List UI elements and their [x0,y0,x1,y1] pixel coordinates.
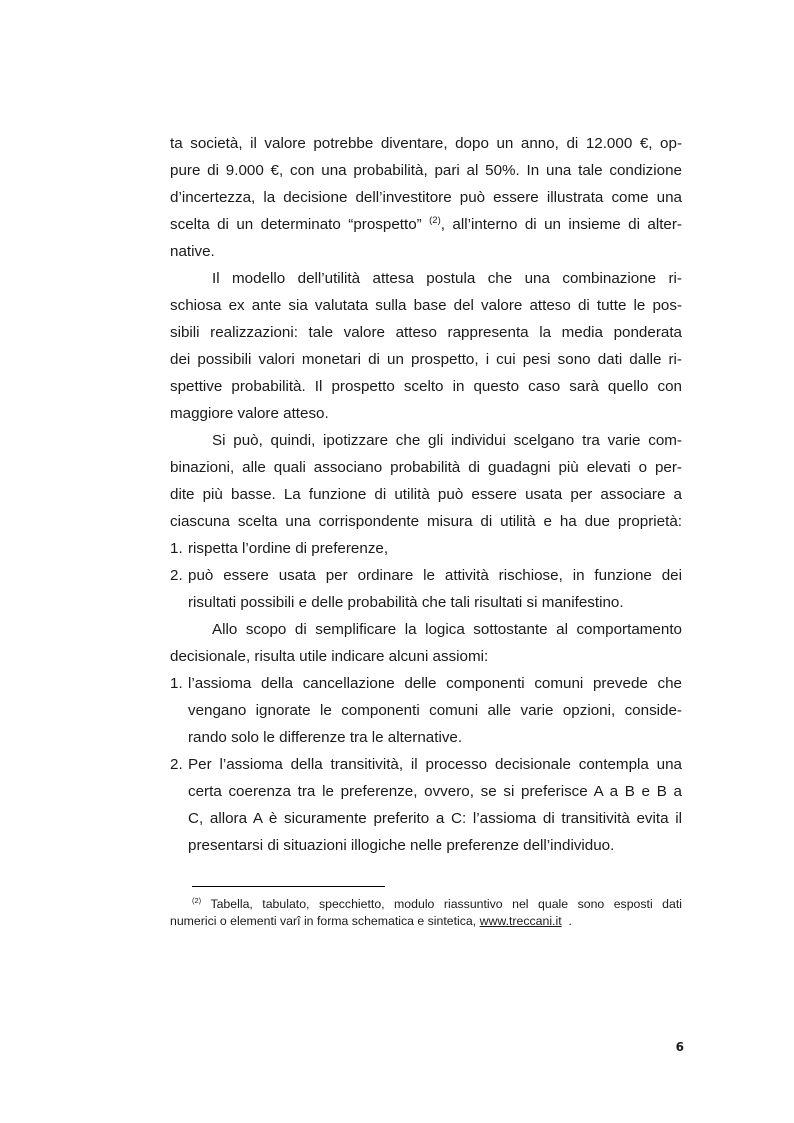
list-item-line: Per l’assioma della transitività, il processo decisionale contempla una [188,756,682,773]
footnote-line [170,913,682,929]
footnote-marker: (2) [192,895,202,905]
footnote-line [170,896,682,912]
list-item-line: risultati possibili e delle probabilità che tali risultati si manifestino. [188,594,624,611]
paragraph-line: ta società, il valore potrebbe diventare, dopo un anno, di 12.000 €, op- [170,135,682,152]
list-item-line: vengano ignorate le componenti comuni alle varie opzioni, conside- [188,702,682,719]
list-item-line: presentarsi di situazioni illogiche nelle preferenze dell’individuo. [188,837,615,854]
list-item-line: l’assioma della cancellazione delle componenti comuni prevede che [188,675,682,692]
list-number: 1. [170,540,183,557]
paragraph-line: pure di 9.000 €, con una probabilità, pari al 50%. In una tale condizione [170,162,682,179]
footnote-divider [192,886,385,887]
paragraph-line: maggiore valore atteso. [170,405,329,422]
paragraph-line: Si può, quindi, ipotizzare che gli individui scelgano tra varie com- [212,432,682,449]
paragraph-line: sibili realizzazioni: tale valore atteso rappresenta la media ponderata [170,324,682,341]
list-item-line: C, allora A è sicuramente preferito a C: l’assioma di transitività evita il [188,810,682,827]
footnote-link[interactable]: www.treccani.it [479,914,562,928]
paragraph-text: , all’interno di un insieme di alter- [440,216,682,233]
paragraph-line: spettive probabilità. Il prospetto scelto in questo caso sarà quello con [170,378,682,395]
list-number: 2. [170,756,183,773]
paragraph-line: dei possibili valori monetari di un prospetto, i cui pesi sono dati dalle ri- [170,351,682,368]
paragraph-line: Il modello dell’utilità attesa postula che una combinazione ri- [212,270,682,287]
footnote-text: Tabella, tabulato, specchietto, modulo riassuntivo nel quale sono esposti dati [210,897,682,911]
paragraph-line: decisionale, risulta utile indicare alcuni assiomi: [170,648,489,665]
list-number: 1. [170,675,183,692]
paragraph-line: ciascuna scelta una corrispondente misura di utilità e ha due proprietà: [170,513,682,530]
footnote-text: numerici o elementi varî in forma schematica e sintetica, [170,914,477,928]
list-item-line: può essere usata per ordinare le attività rischiose, in funzione dei [188,567,682,584]
paragraph-line [170,215,682,235]
paragraph-line: native. [170,243,215,260]
list-item-line: certa coerenza tra le preferenze, ovvero, se si preferisce A a B e B a [188,783,682,800]
paragraph-text: scelta di un determinato “prospetto” [170,216,422,233]
paragraph-line: dite più basse. La funzione di utilità può essere usata per associare a [170,486,682,503]
list-number: 2. [170,567,183,584]
paragraph-line: Allo scopo di semplificare la logica sottostante al comportamento [212,621,682,638]
paragraph-line: binazioni, alle quali associano probabilità di guadagni più elevati o per- [170,459,682,476]
paragraph-line: d’incertezza, la decisione dell’investitore può essere illustrata come una [170,189,682,206]
paragraph-line: schiosa ex ante sia valutata sulla base del valore atteso di tutte le pos- [170,297,682,314]
list-item-line: rispetta l’ordine di preferenze, [188,540,389,557]
footnote-reference[interactable]: (2) [429,214,441,226]
footnote-text-end: . [568,914,572,928]
list-item-line: rando solo le differenze tra le alternative. [188,729,463,746]
page-number: 6 [675,1040,684,1054]
